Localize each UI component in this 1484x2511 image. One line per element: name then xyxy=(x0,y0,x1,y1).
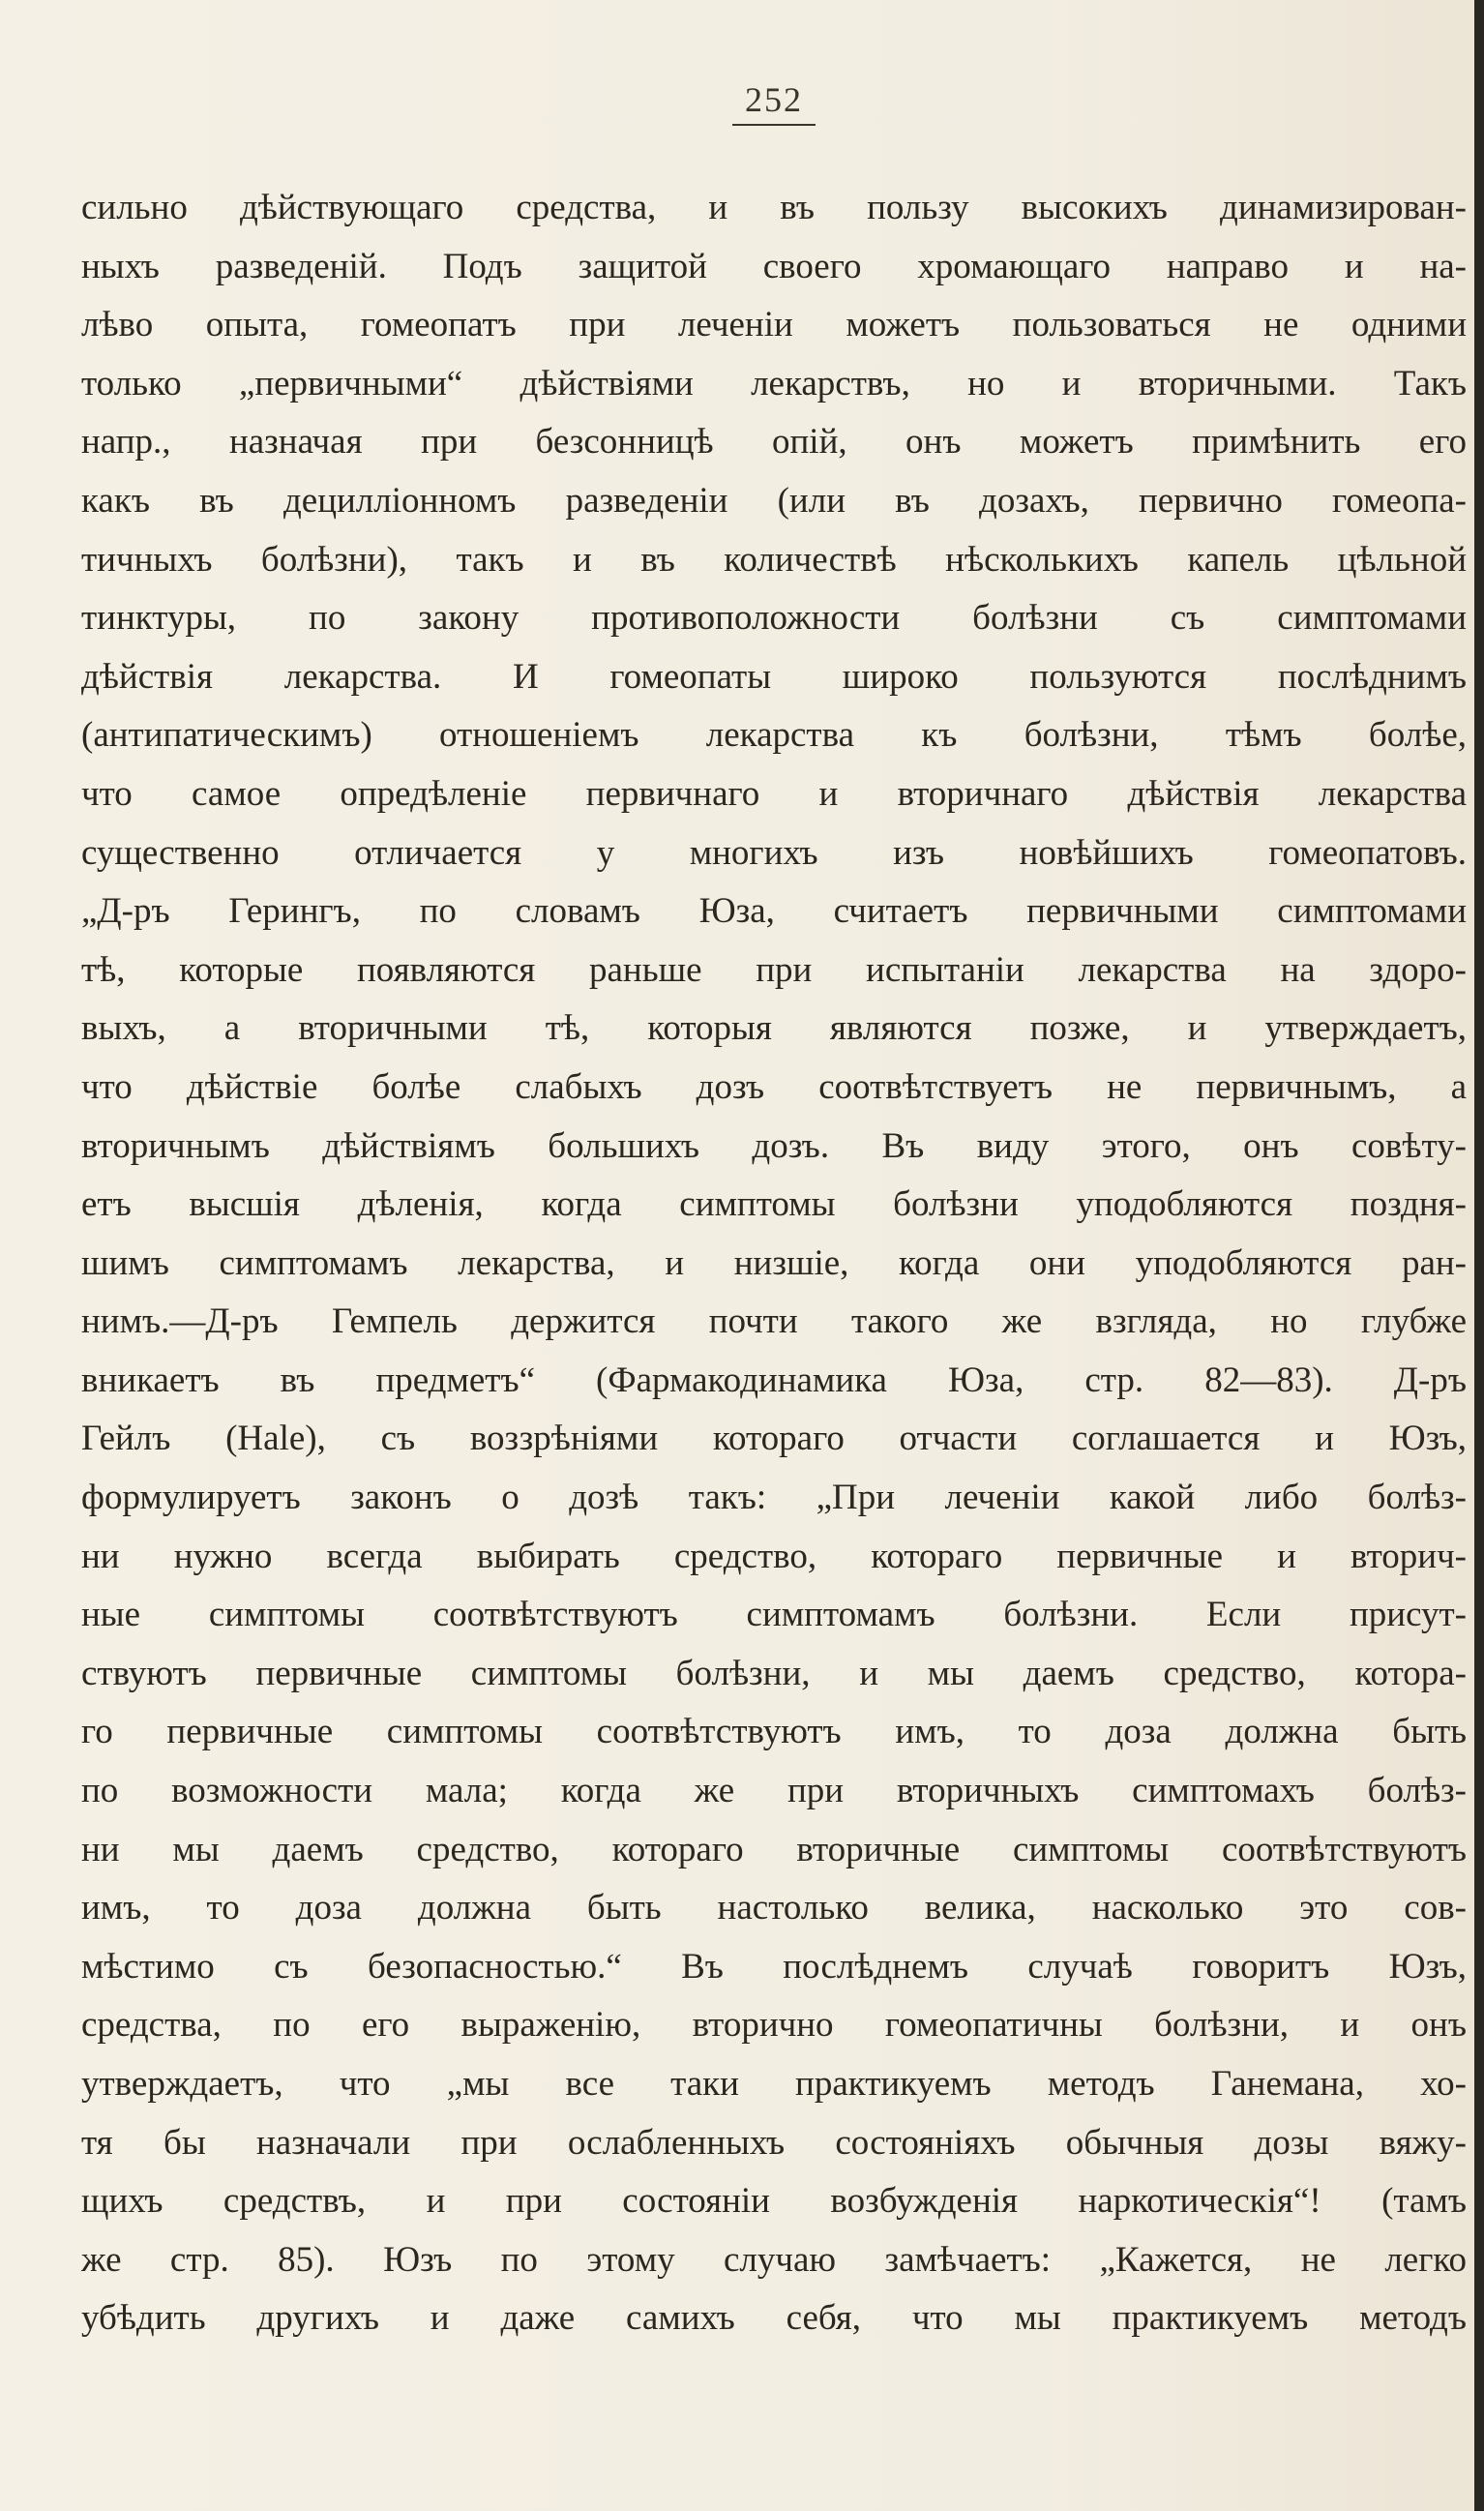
text-line: имъ, то доза должна быть настолько велика, насколько это сов- xyxy=(81,1888,1467,1928)
page-number-underline xyxy=(732,124,816,126)
text-line: вникаетъ въ предметъ“ (Фармакодинамика Юза, стр. 82—83). Д-ръ xyxy=(81,1360,1467,1400)
text-line: тичныхъ болѣзни), такъ и въ количествѣ нѣсколькихъ капель цѣльной xyxy=(81,539,1467,580)
text-line: средства, по его выраженію, вторично гомеопатичны болѣзни, и онъ xyxy=(81,2005,1467,2046)
text-line: тинктуры, по закону противоположности болѣзни съ симптомами xyxy=(81,598,1467,639)
text-line: (антипатическимъ) отношеніемъ лекарства къ болѣзни, тѣмъ болѣе, xyxy=(81,715,1467,756)
text-line: дѣйствія лекарства. И гомеопаты широко пользуются послѣднимъ xyxy=(81,656,1467,697)
text-line: Гейлъ (Hale), съ воззрѣніями котораго отчасти соглашается и Юзъ, xyxy=(81,1419,1467,1459)
page-number xyxy=(716,79,832,126)
body-text xyxy=(81,179,1467,2348)
text-line: мѣстимо съ безопасностью.“ Въ послѣднемъ случаѣ говоритъ Юзъ, xyxy=(81,1946,1467,1987)
text-line: только „первичными“ дѣйствіями лекарствъ, но и вторичными. Такъ xyxy=(81,363,1467,404)
text-line: утверждаетъ, что „мы все таки практикуемъ методъ Ганемана, хо- xyxy=(81,2064,1467,2104)
text-line: лѣво опыта, гомеопатъ при леченіи можетъ пользоваться не одними xyxy=(81,305,1467,345)
text-line: етъ высшія дѣленія, когда симптомы болѣзни уподобляются поздня- xyxy=(81,1184,1467,1225)
text-line: существенно отличается у многихъ изъ новѣйшихъ гомеопатовъ. xyxy=(81,832,1467,873)
text-line: нимъ.—Д-ръ Гемпель держится почти такого же взгляда, но глубже xyxy=(81,1301,1467,1342)
text-line: ные симптомы соотвѣтствуютъ симптомамъ болѣзни. Если присут- xyxy=(81,1595,1467,1635)
text-line: формулируетъ законъ о дозѣ такъ: „При леченіи какой либо болѣз- xyxy=(81,1478,1467,1518)
text-line: напр., назначая при безсонницѣ опій, онъ можетъ примѣнить его xyxy=(81,422,1467,463)
text-line: вторичнымъ дѣйствіямъ большихъ дозъ. Въ виду этого, онъ совѣту- xyxy=(81,1125,1467,1166)
page-edge-shadow xyxy=(1474,0,1484,2511)
page-number-text: 252 xyxy=(745,80,803,119)
text-line: шимъ симптомамъ лекарства, и низшіе, когда они уподобляются ран- xyxy=(81,1242,1467,1283)
text-line: щихъ средствъ, и при состояніи возбужденія наркотическія“! (тамъ xyxy=(81,2181,1467,2222)
text-line: сильно дѣйствующаго средства, и въ пользу высокихъ динамизирован- xyxy=(81,188,1467,227)
text-line: го первичные симптомы соотвѣтствуютъ имъ, то доза должна быть xyxy=(81,1712,1467,1752)
text-line: убѣдить другихъ и даже самихъ себя, что мы практикуемъ методъ xyxy=(81,2298,1467,2339)
text-line: ни мы даемъ средство, котораго вторичные симптомы соотвѣтствуютъ xyxy=(81,1829,1467,1869)
text-line: ствуютъ первичные симптомы болѣзни, и мы даемъ средство, которa- xyxy=(81,1653,1467,1693)
text-line: же стр. 85). Юзъ по этому случаю замѣчаетъ: „Кажется, не легко xyxy=(81,2239,1467,2280)
text-line: что самое опредѣленіе первичнаго и вторичнаго дѣйствія лекарства xyxy=(81,773,1467,814)
text-line: „Д-ръ Герингъ, по словамъ Юза, считаетъ первичными симптомами xyxy=(81,891,1467,932)
text-line: какъ въ децилліонномъ разведеніи (или въ дозахъ, первично гомеопа- xyxy=(81,480,1467,521)
text-line: выхъ, а вторичными тѣ, которыя являются позже, и утверждаетъ, xyxy=(81,1008,1467,1049)
text-line: ныхъ разведеній. Подъ защитой своего хромающаго направо и на- xyxy=(81,246,1467,286)
text-line: тѣ, которые появляются раньше при испытаніи лекарства на здоро- xyxy=(81,949,1467,990)
text-line: по возможности мала; когда же при вторичныхъ симптомахъ болѣз- xyxy=(81,1771,1467,1811)
text-line: тя бы назначали при ослабленныхъ состояніяхъ обычныя дозы вяжу- xyxy=(81,2122,1467,2163)
text-line: ни нужно всегда выбирать средство, котораго первичные и вторич- xyxy=(81,1536,1467,1576)
text-line: что дѣйствіе болѣе слабыхъ дозъ соотвѣтствуетъ не первичнымъ, а xyxy=(81,1066,1467,1107)
